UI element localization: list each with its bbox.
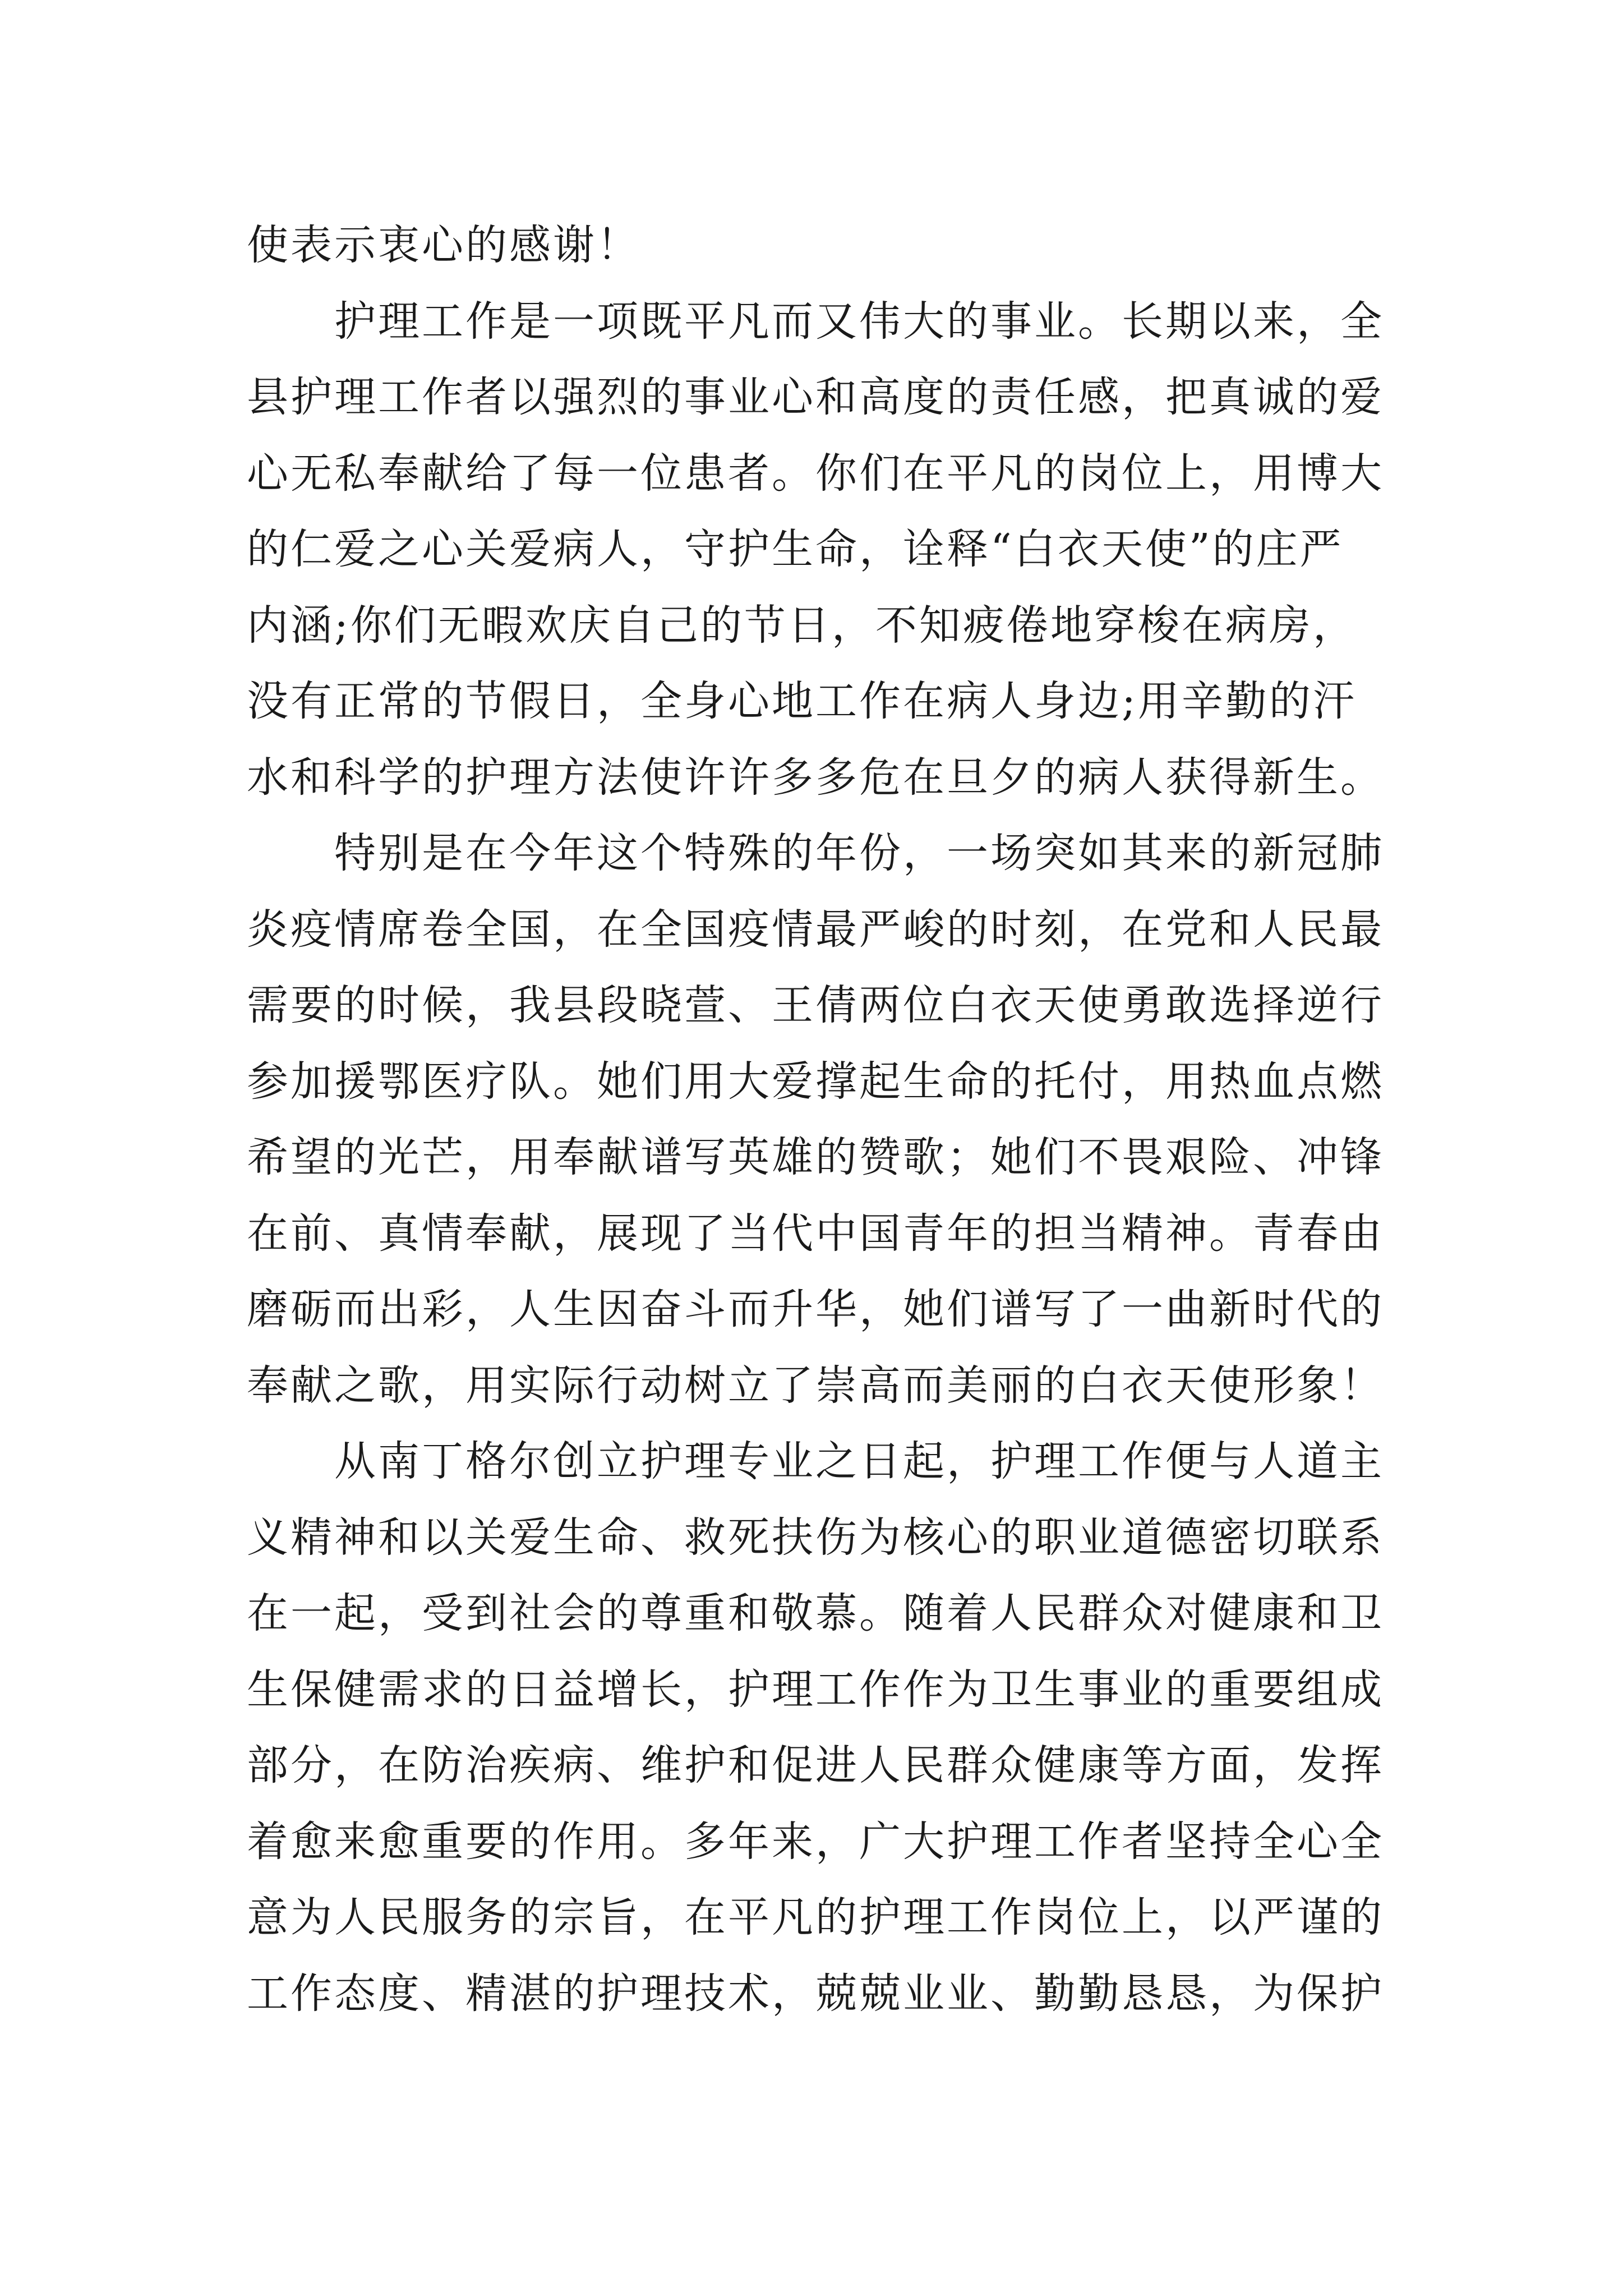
body-text bbox=[247, 208, 1385, 2032]
text-line: 水和科学的护理方法使许许多多危在旦夕的病人获得新生。 bbox=[247, 753, 1384, 802]
text-line: 参加援鄂医疗队。她们用大爱撑起生命的托付，用热血点燃 bbox=[247, 1057, 1384, 1106]
text-line: 从南丁格尔创立护理专业之日起，护理工作便与人道主 bbox=[334, 1437, 1384, 1485]
text-line: 使表示衷心的感谢！ bbox=[247, 221, 640, 269]
text-line: 护理工作是一项既平凡而又伟大的事业。长期以来，全 bbox=[334, 297, 1384, 346]
text-line: 部分，在防治疾病、维护和促进人民群众健康等方面，发挥 bbox=[247, 1741, 1384, 1789]
text-line: 内涵;你们无暇欢庆自己的节日，不知疲倦地穿梭在病房， bbox=[247, 601, 1357, 650]
text-line: 希望的光芒，用奉献谱写英雄的赞歌；她们不畏艰险、冲锋 bbox=[247, 1133, 1384, 1181]
text-line: 的仁爱之心关爱病人，守护生命，诠释“白衣天使”的庄严 bbox=[247, 525, 1344, 573]
text-line: 没有正常的节假日，全身心地工作在病人身边;用辛勤的汗 bbox=[247, 677, 1357, 725]
text-line: 炎疫情席卷全国，在全国疫情最严峻的时刻，在党和人民最 bbox=[247, 905, 1384, 954]
text-line: 在一起，受到社会的尊重和敬慕。随着人民群众对健康和卫 bbox=[247, 1589, 1384, 1637]
text-line: 奉献之歌，用实际行动树立了崇高而美丽的白衣天使形象！ bbox=[247, 1361, 1384, 1410]
text-line: 生保健需求的日益增长，护理工作作为卫生事业的重要组成 bbox=[247, 1665, 1384, 1714]
text-line: 特别是在今年这个特殊的年份，一场突如其来的新冠肺 bbox=[334, 829, 1384, 877]
text-line: 义精神和以关爱生命、救死扶伤为核心的职业道德密切联系 bbox=[247, 1513, 1384, 1562]
text-line: 着愈来愈重要的作用。多年来，广大护理工作者坚持全心全 bbox=[247, 1817, 1384, 1866]
text-line: 心无私奉献给了每一位患者。你们在平凡的岗位上，用博大 bbox=[247, 449, 1384, 498]
text-line: 在前、真情奉献，展现了当代中国青年的担当精神。青春由 bbox=[247, 1209, 1384, 1258]
text-line: 需要的时候，我县段晓萱、王倩两位白衣天使勇敢选择逆行 bbox=[247, 981, 1384, 1029]
text-line: 工作态度、精湛的护理技术，兢兢业业、勤勤恳恳，为保护 bbox=[247, 1969, 1384, 2018]
text-line: 意为人民服务的宗旨，在平凡的护理工作岗位上，以严谨的 bbox=[247, 1893, 1384, 1941]
text-line: 县护理工作者以强烈的事业心和高度的责任感，把真诚的爱 bbox=[247, 373, 1384, 421]
text-line: 磨砺而出彩，人生因奋斗而升华，她们谱写了一曲新时代的 bbox=[247, 1285, 1384, 1333]
